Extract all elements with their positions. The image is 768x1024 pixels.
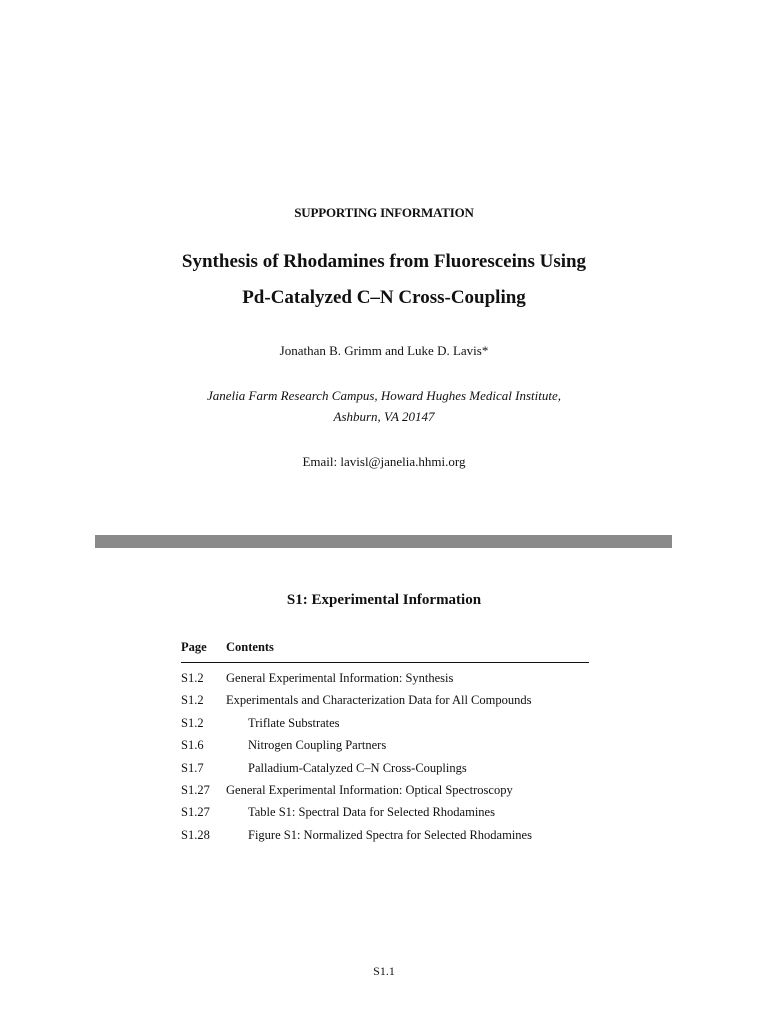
title-line-1: Synthesis of Rhodamines from Fluoresceins Using [181, 251, 587, 272]
toc-row-text: Triflate Substrates [248, 715, 340, 730]
toc-row [181, 693, 589, 715]
toc-header [181, 640, 589, 663]
section-title: S1: Experimental Information [286, 592, 482, 608]
toc-rows [181, 663, 589, 850]
toc-row [181, 671, 589, 693]
toc-row [181, 738, 589, 760]
affiliation-line-1: Janelia Farm Research Campus, Howard Hughes Medical Institute, [207, 388, 561, 403]
page-number: S1.1 [373, 964, 395, 978]
toc-row-text: Palladium-Catalyzed C–N Cross-Couplings [248, 760, 467, 775]
title-line-2: Pd-Catalyzed C–N Cross-Coupling [242, 287, 526, 308]
toc-row [181, 716, 589, 738]
supporting-information-label: SUPPORTING INFORMATION [294, 205, 474, 220]
toc-row [181, 783, 589, 805]
table-of-contents [181, 640, 589, 850]
toc-header-page: Page [181, 640, 207, 654]
toc-row-text: General Experimental Information: Synthesis [226, 671, 454, 685]
toc-row-page: S1.2 [181, 693, 204, 708]
toc-row [181, 761, 589, 783]
toc-row-page: S1.6 [181, 738, 204, 753]
toc-row-page: S1.2 [181, 671, 204, 685]
email: Email: lavisl@janelia.hhmi.org [302, 454, 466, 469]
toc-row-text: Table S1: Spectral Data for Selected Rhodamines [248, 805, 495, 820]
toc-row-text: Figure S1: Normalized Spectra for Selected Rhodamines [248, 827, 532, 842]
toc-row-page: S1.27 [181, 805, 210, 820]
section-divider [95, 535, 672, 548]
toc-row-page: S1.7 [181, 760, 204, 775]
toc-row-text: Experimentals and Characterization Data for All Compounds [226, 693, 532, 708]
toc-row [181, 828, 589, 850]
toc-row-text: Nitrogen Coupling Partners [248, 738, 387, 753]
toc-row-page: S1.2 [181, 715, 204, 730]
toc-row-page: S1.27 [181, 782, 210, 797]
authors: Jonathan B. Grimm and Luke D. Lavis* [279, 343, 489, 358]
toc-row-page: S1.28 [181, 827, 210, 842]
toc-row [181, 805, 589, 827]
toc-row-text: General Experimental Information: Optical Spectroscopy [226, 782, 513, 797]
affiliation-line-2: Ashburn, VA 20147 [333, 409, 435, 424]
toc-header-contents: Contents [226, 640, 274, 654]
